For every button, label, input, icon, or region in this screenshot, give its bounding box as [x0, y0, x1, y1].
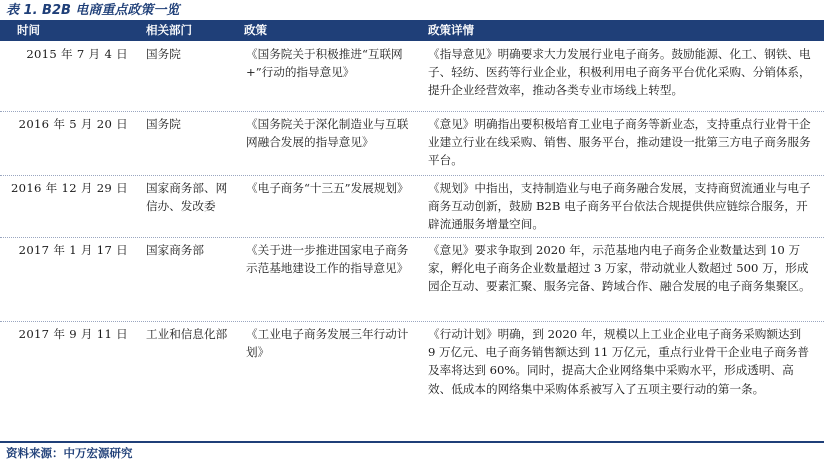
- cell-policy: 《国务院关于积极推进“互联网+”行动的指导意见》: [246, 47, 403, 80]
- table-bottom-rule: [0, 441, 824, 443]
- cell-dept: 国家商务部: [146, 243, 204, 257]
- cell-policy: 《电子商务“十三五”发展规划》: [246, 181, 409, 195]
- cell-detail: 《指导意见》明确要求大力发展行业电子商务。鼓励能源、化工、钢铁、电子、轻纺、医药等行业企业，积极利用电子商务平台优化采购、分销体系，提升企业经营效率，推动各类专业市场线上转型。: [428, 47, 811, 98]
- cell-time: 2017 年 9 月 11 日: [18, 327, 128, 341]
- table-row: [0, 111, 824, 175]
- table-row: [0, 237, 824, 321]
- cell-policy: 《关于进一步推进国家电子商务示范基地建设工作的指导意见》: [246, 243, 409, 276]
- cell-time: 2016 年 5 月 20 日: [18, 117, 128, 131]
- table-caption: 表 1. B2B 电商重点政策一览: [6, 3, 180, 18]
- table-row: [0, 321, 824, 441]
- cell-time: 2017 年 1 月 17 日: [18, 243, 128, 257]
- cell-detail: 《规划》中指出，支持制造业与电子商务融合发展，支持商贸流通业与电子商务互动创新，鼓励 B2B 电子商务平台依法合规提供供应链综合服务，开辟流通服务增量空间。: [428, 181, 811, 232]
- cell-policy: 《工业电子商务发展三年行动计划》: [246, 327, 409, 360]
- column-header-policy: 政策: [244, 23, 267, 37]
- cell-dept: 国务院: [146, 117, 181, 131]
- cell-policy: 《国务院关于深化制造业与互联网融合发展的指导意见》: [246, 117, 409, 150]
- cell-dept: 国家商务部、网信办、发改委: [146, 181, 228, 214]
- column-header-dept: 相关部门: [146, 23, 192, 37]
- column-header-detail: 政策详情: [428, 23, 474, 37]
- table-row: [0, 175, 824, 237]
- source-note: 资料来源：中万宏源研究: [6, 446, 133, 460]
- cell-dept: 工业和信息化部: [146, 327, 228, 341]
- column-header-time: 时间: [17, 23, 40, 37]
- cell-time: 2016 年 12 月 29 日: [10, 181, 128, 195]
- cell-time: 2015 年 7 月 4 日: [26, 47, 128, 61]
- cell-dept: 国务院: [146, 47, 181, 61]
- table-row: [0, 41, 824, 111]
- table-header: [0, 20, 824, 41]
- cell-detail: 《意见》明确指出要积极培育工业电子商务等新业态，支持重点行业骨干企业建立行业在线采购、销售、服务平台，推动建设一批第三方电子商务服务平台。: [428, 117, 811, 168]
- cell-detail: 《行动计划》明确，到 2020 年，规模以上工业企业电子商务采购额达到 9 万亿元、电子商务销售额达到 11 万亿元，重点行业骨干企业电子商务普及率将达到 60%。同时，提高大企业网络集中采购水平，形成透明、高效、低成本的网络集中采购体系被写入了五项主要行动的第一条。: [428, 327, 809, 396]
- cell-detail: 《意见》要求争取到 2020 年，示范基地内电子商务企业数量达到 10 万家，孵化电子商务企业数量超过 3 万家，带动就业人数超过 500 万，形成园企互动、要素汇聚、服务完备、跨域合作、融合发展的电子商务集聚区。: [428, 243, 811, 294]
